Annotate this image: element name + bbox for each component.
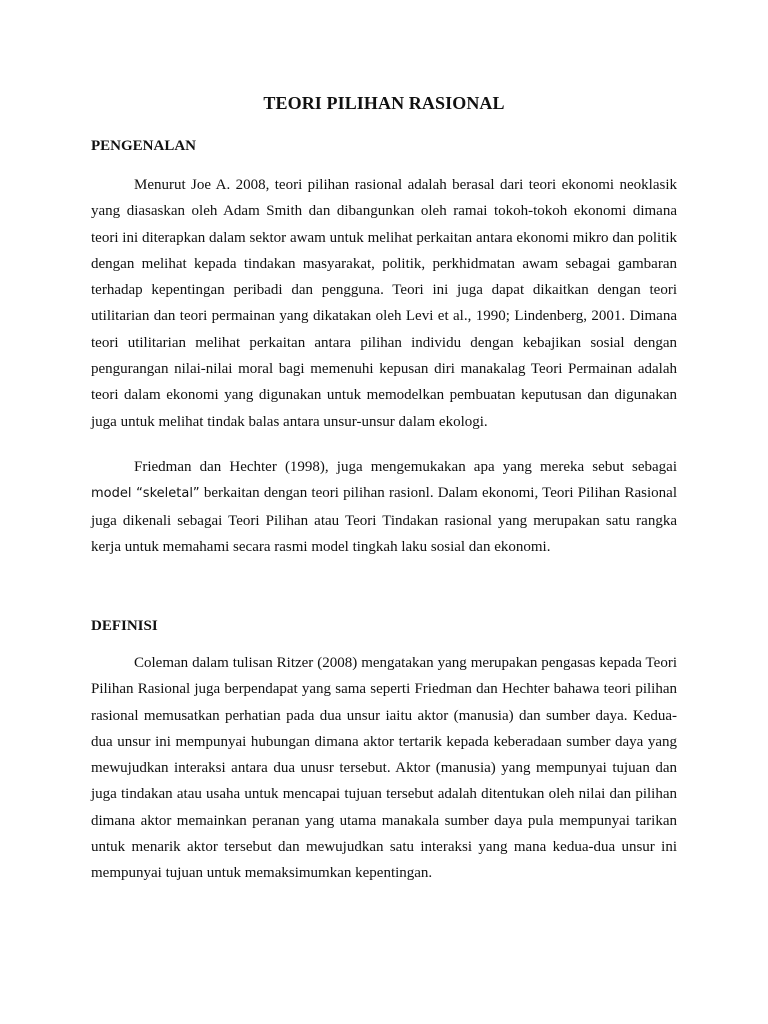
paragraph-text-before: Friedman dan Hechter (1998), juga mengemukakan apa yang mereka sebut sebagai	[134, 459, 677, 475]
section-heading-pengenalan: PENGENALAN	[91, 138, 197, 154]
paragraph-pengenalan-1: Menurut Joe A. 2008, teori pilihan rasional adalah berasal dari teori ekonomi neoklasik yang diasaskan oleh Adam Smith dan dibangunkan oleh ramai tokoh-tokoh ekonomi dimana teori ini diterapkan dalam sektor awam untuk melihat perkaitan antara ekonomi mikro dan politik dengan melihat kepada tindakan masyarakat, politik, perkhidmatan awam sebagai gambaran terhadap kepentingan peribadi dan pengguna. Teori ini juga dapat dikaitkan dengan teori utilitarian dan teori permainan yang dikatakan oleh Levi et al., 1990; Lindenberg, 2001. Dimana teori utilitarian melihat perkaitan antara pilihan individu dengan kebajikan sosial dengan pengurangan nilai-nilai moral bagi memenuhi kepusan diri manakalag Teori Permainan adalah teori dalam ekonomi yang digunakan untuk memodelkan pembuatan keputusan dan digunakan juga untuk melihat tindak balas antara unsur-unsur dalam ekologi.	[91, 177, 677, 430]
document-title: TEORI PILIHAN RASIONAL	[263, 93, 505, 113]
paragraph-definisi-1: Coleman dalam tulisan Ritzer (2008) mengatakan yang merupakan pengasas kepada Teori Pilihan Rasional juga berpendapat yang sama seperti Friedman dan Hechter bahawa teori pilihan rasional memusatkan perhatian pada dua unsur iaitu aktor (manusia) dan sumber daya. Kedua-dua unsur ini mempunyai hubungan dimana aktor tertarik kepada keberadaan sumber daya yang mewujudkan interaksi antara dua unusr tersebut. Aktor (manusia) yang mempunyai tujuan dan juga tindakan atau usaha untuk mencapai tujuan tersebut adalah ditentukan oleh nilai dan pilihan dimana aktor memainkan peranan yang utama manakala sumber daya pula mempunyai tarikan untuk menarik aktor tersebut dan mewujudkan satu interaksi yang mana kedua-dua unsur ini mempunyai tujuan untuk memaksimumkan kepentingan.	[91, 655, 677, 882]
skeletal-model-term: model “skeletal”	[91, 486, 200, 502]
paragraph-text-after: berkaitan dengan teori pilihan rasionl. Dalam ekonomi, Teori Pilihan Rasional juga dikenali sebagai Teori Pilihan atau Teori Tindakan rasional yang merupakan satu rangka kerja untuk memahami secara rasmi model tingkah laku sosial dan ekonomi.	[91, 485, 678, 555]
paragraph-pengenalan-2	[91, 454, 677, 560]
section-heading-definisi: DEFINISI	[91, 618, 158, 634]
